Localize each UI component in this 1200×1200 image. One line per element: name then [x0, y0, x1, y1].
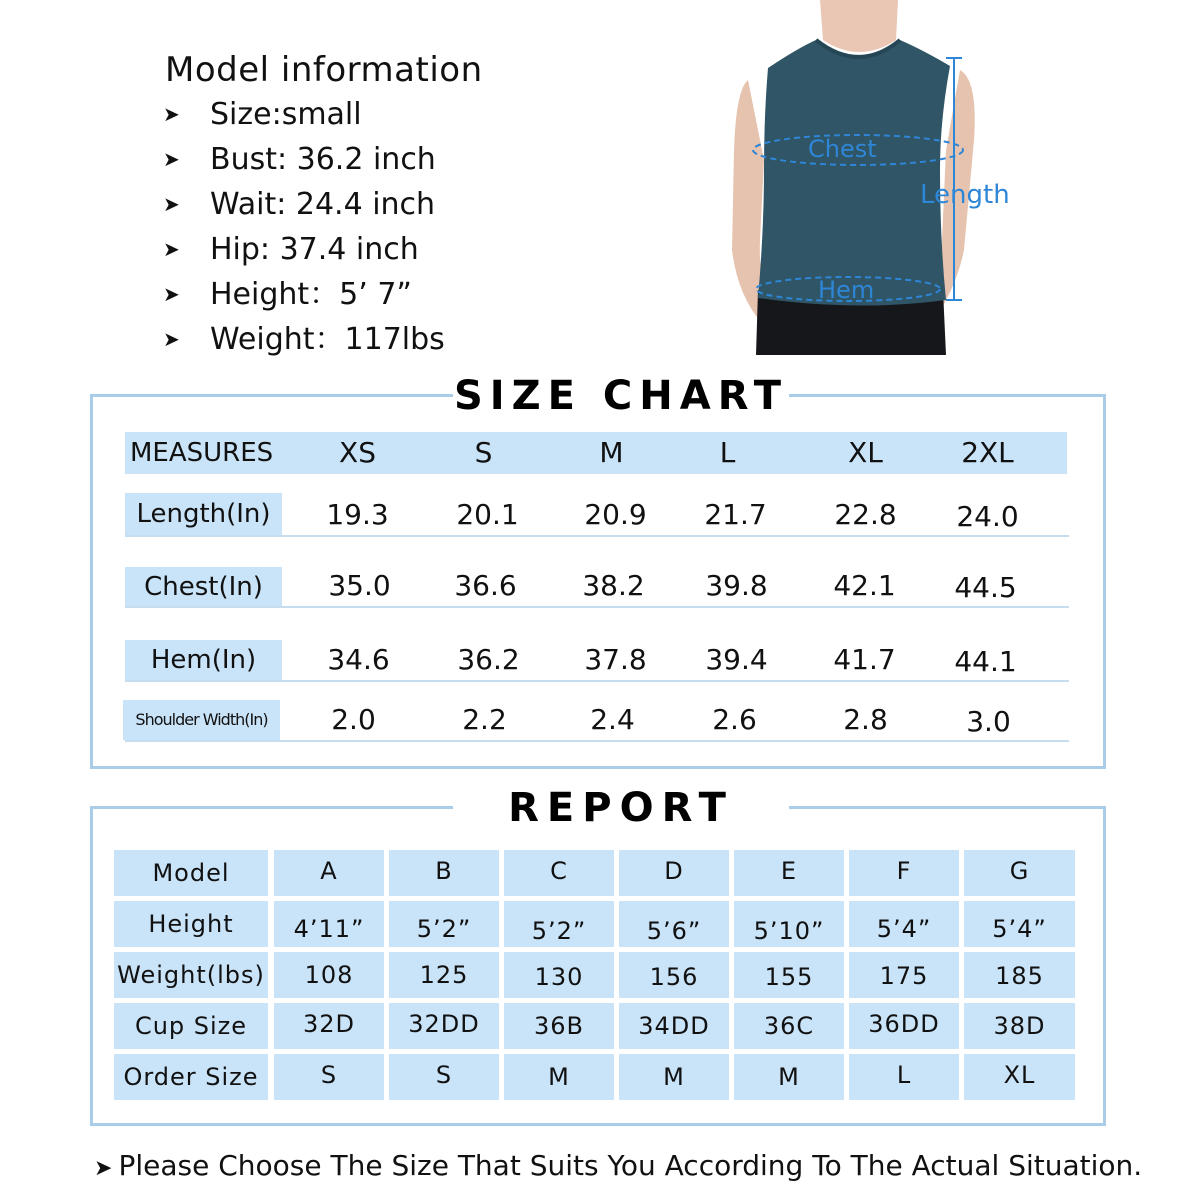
- neck-skin: [820, 0, 898, 52]
- report-cell: A: [274, 850, 384, 896]
- report-cell: E: [734, 850, 844, 896]
- report-cell: S: [389, 1054, 499, 1100]
- size-chart-cell: 39.4: [705, 643, 768, 676]
- report-cell: B: [389, 850, 499, 896]
- report-cell: 5’10”: [734, 901, 844, 947]
- size-chart-cell: 35.0: [328, 569, 391, 602]
- report-row-label: Weight(lbs): [114, 952, 268, 998]
- size-chart-header-m: M: [599, 436, 624, 469]
- size-chart-row-label: Chest(In): [125, 567, 282, 607]
- report-cell: S: [274, 1054, 384, 1100]
- model-info-item: [165, 227, 685, 272]
- arrowhead-bullet-icon: ➤: [163, 237, 180, 261]
- size-advice-note: [94, 1146, 1194, 1189]
- size-chart-cell: 24.0: [956, 500, 1019, 533]
- report-cell: F: [849, 850, 959, 896]
- report-cell: 34DD: [619, 1003, 729, 1049]
- size-chart-row-label: Hem(In): [125, 640, 282, 680]
- hem-label: Hem: [818, 276, 875, 304]
- report-cell: 156: [619, 952, 729, 998]
- size-chart-header-l: L: [719, 436, 736, 469]
- report-cell: 155: [734, 952, 844, 998]
- arrowhead-bullet-icon: ➤: [163, 192, 180, 216]
- tank-top: [758, 40, 950, 306]
- report-cell: M: [504, 1054, 614, 1100]
- tank-top-illustration: [728, 0, 1028, 355]
- arrowhead-bullet-icon: ➤: [163, 327, 180, 351]
- report-cell: M: [619, 1054, 729, 1100]
- report-row-label: Cup Size: [114, 1003, 268, 1049]
- size-chart-cell: 19.3: [326, 498, 389, 531]
- report-cell: 108: [274, 952, 384, 998]
- report-cell: 36DD: [849, 1003, 959, 1049]
- report-cell: 38D: [964, 1003, 1075, 1049]
- size-chart-cell: 21.7: [704, 498, 767, 531]
- report-row-label: Model: [114, 850, 268, 896]
- report-cell: L: [849, 1054, 959, 1100]
- report-cell: G: [964, 850, 1075, 896]
- report-cell: 175: [849, 952, 959, 998]
- size-advice-text: Please Choose The Size That Suits You According To The Actual Situation.: [118, 1149, 1143, 1182]
- model-info-item: [165, 272, 685, 317]
- size-chart-cell: 41.7: [833, 643, 896, 676]
- report-cell: M: [734, 1054, 844, 1100]
- size-chart-cell: 36.6: [454, 569, 517, 602]
- size-chart-cell: 2.4: [590, 703, 635, 736]
- report-cell: 5’2”: [389, 901, 499, 947]
- size-chart-cell: 34.6: [327, 643, 390, 676]
- size-chart-cell: 2.6: [712, 703, 757, 736]
- report-cell: C: [504, 850, 614, 896]
- report-row-label: Order Size: [114, 1054, 268, 1100]
- report-cell: 5’2”: [504, 901, 614, 947]
- size-chart-cell: 37.8: [584, 643, 647, 676]
- size-chart-cell: 39.8: [705, 569, 768, 602]
- length-label: Length: [920, 180, 1010, 210]
- chest-label: Chest: [808, 135, 877, 163]
- report-cell: 36B: [504, 1003, 614, 1049]
- tank-top-model-photo: [728, 0, 1028, 355]
- size-chart-row-label: Length(In): [125, 493, 282, 535]
- report-cell: XL: [964, 1054, 1075, 1100]
- size-chart-header-s: S: [474, 436, 493, 469]
- model-information-list: [165, 92, 685, 362]
- model-info-item: [165, 92, 685, 137]
- size-chart-header-xl: XL: [848, 436, 883, 469]
- size-chart-cell: 3.0: [966, 705, 1011, 738]
- report-row-label: Height: [114, 901, 268, 947]
- report-title: REPORT: [453, 780, 789, 836]
- report-cell: 32DD: [389, 1003, 499, 1049]
- model-information: [165, 48, 685, 362]
- report-cell: 125: [389, 952, 499, 998]
- size-chart-row-label: Shoulder Width(In): [123, 700, 280, 740]
- model-info-item: [165, 137, 685, 182]
- arrowhead-bullet-icon: ➤: [163, 282, 180, 306]
- model-info-weight: Weight：117lbs: [210, 322, 445, 357]
- model-info-size: Size:small: [210, 97, 362, 132]
- arrowhead-bullet-icon: ➤: [163, 147, 180, 171]
- size-chart-cell: 44.5: [954, 571, 1017, 604]
- report-cell: 4’11”: [274, 901, 384, 947]
- size-chart-cell: 42.1: [833, 569, 896, 602]
- model-info-waist: Wait: 24.4 inch: [210, 187, 436, 222]
- size-chart-cell: 2.0: [331, 703, 376, 736]
- size-chart-cell: 44.1: [954, 645, 1017, 678]
- size-chart-cell: 22.8: [834, 498, 897, 531]
- report-cell: 5’6”: [619, 901, 729, 947]
- model-info-bust: Bust: 36.2 inch: [210, 142, 436, 177]
- report-cell: D: [619, 850, 729, 896]
- model-info-hip: Hip: 37.4 inch: [210, 232, 419, 267]
- report-cell: 32D: [274, 1003, 384, 1049]
- report-cell: 36C: [734, 1003, 844, 1049]
- model-info-height: Height：5’ 7”: [210, 277, 412, 312]
- size-chart-header-xs: XS: [339, 436, 376, 469]
- size-chart-cell: 20.1: [456, 498, 519, 531]
- report-cell: 5’4”: [964, 901, 1075, 947]
- size-chart-title: SIZE CHART: [453, 368, 789, 424]
- size-chart-cell: 2.8: [843, 703, 888, 736]
- size-chart-cell: 36.2: [457, 643, 520, 676]
- arrowhead-icon: ➤: [94, 1156, 113, 1181]
- model-info-item: [165, 182, 685, 227]
- model-information-title: Model information: [165, 50, 483, 90]
- size-chart-cell: 20.9: [584, 498, 647, 531]
- report-cell: 130: [504, 952, 614, 998]
- arrowhead-bullet-icon: ➤: [163, 102, 180, 126]
- size-chart-cell: 2.2: [462, 703, 507, 736]
- size-chart-header-2xl: 2XL: [961, 436, 1014, 469]
- report-cell: 185: [964, 952, 1075, 998]
- size-chart-cell: 38.2: [582, 569, 645, 602]
- size-chart-header-measures: MEASURES: [130, 438, 274, 468]
- model-info-item: [165, 317, 685, 362]
- report-cell: 5’4”: [849, 901, 959, 947]
